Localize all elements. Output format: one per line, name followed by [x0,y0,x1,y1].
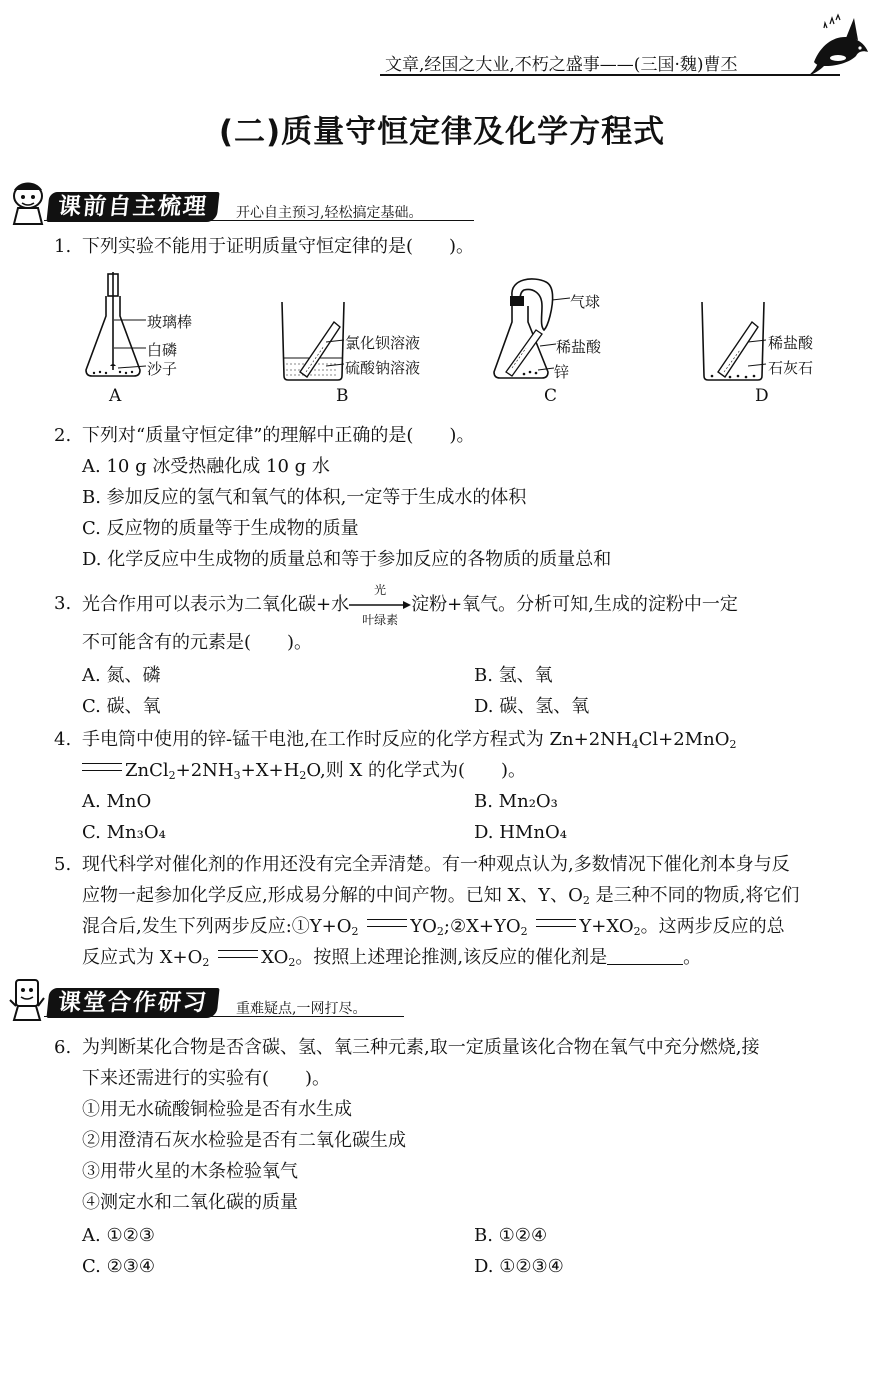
question-number: 6. [54,1037,72,1058]
header-motto: 文章,经国之大业,不朽之盛事——(三国·魏)曹丕 [385,55,738,75]
equals-sign-icon [367,919,407,927]
question-number: 2. [54,425,72,446]
question-text: 下列对“质量守恒定律”的理解中正确的是( )。 [82,425,475,446]
question-text-cont: 混合后,发生下列两步反应$:①Y+O_2$ $YO_2;②X+YO_2$ $Y+XO_2$。这两步反应的总 [82,916,785,938]
arrow-condition-light: 光 [374,583,387,597]
option-c[interactable]: C. 反应物的质量等于生成物的质量 [82,518,359,539]
section-underline [44,1016,404,1017]
option-b[interactable]: B. 氢、氧 [474,665,553,686]
label-sodium-sulfate: 硫酸钠溶液 [345,359,421,377]
section-subtitle: 开心自主预习,轻松搞定基础。 [236,205,423,221]
option-c[interactable]: C. Mn₃O₄ [82,822,166,843]
label-white-phosphorus: 白磷 [147,341,178,359]
orca-logo-icon [808,12,874,80]
experiment-step: ④测定水和二氧化碳的质量 [82,1192,298,1213]
equals-sign-icon [218,950,258,958]
question-text: 手电筒中使用的锌-锰干电池,在工作时反应的化学方程式为 $Zn+2NH_4Cl+2MnO_2$ [82,729,737,751]
option-d[interactable]: D. HMnO₄ [474,822,567,843]
option-d[interactable]: D. 碳、氢、氧 [474,696,590,717]
section-subtitle: 重难疑点,一网打尽。 [236,1001,367,1017]
experiment-step: ③用带火星的木条检验氧气 [82,1161,298,1182]
experiment-step: ①用无水硫酸铜检验是否有水生成 [82,1099,352,1120]
question-text: 为判断某化合物是否含碳、氢、氧三种元素,取一定质量该化合物在氧气中充分燃烧,接 [82,1037,760,1058]
label-dilute-hcl-c: 稀盐酸 [556,338,602,356]
label-barium-chloride: 氯化钡溶液 [345,334,421,352]
caption-a: A [109,386,122,406]
page-title: (二)质量守恒定律及化学方程式 [218,114,666,150]
question-text [82,583,738,627]
question-text-cont: 应物一起参加化学反应,形成易分解的中间产物。已知 X、Y、$O_2$ 是三种不同的物质,将它们 [82,885,800,907]
question-number: 4. [54,729,72,750]
reaction-arrow [349,583,411,627]
label-balloon: 气球 [570,293,601,311]
question-text: 现代科学对催化剂的作用还没有完全弄清楚。有一种观点认为,多数情况下催化剂本身与反 [82,854,790,875]
beaker-d-leader-lines [748,332,768,372]
question-number: 3. [54,593,72,614]
section-header-preview [0,190,520,226]
question-text-part2: 淀粉+氧气。分析可知,生成的淀粉中一定 [411,594,738,615]
question-text-cont: 反应式为 $X+O_2$ $XO_2$。按照上述理论推测,该反应的催化剂是 。 [82,947,702,969]
caption-b: B [336,386,349,406]
caption-c: C [544,386,558,406]
equals-sign-icon [536,919,576,927]
equals-sign-icon [82,763,122,771]
option-c[interactable]: C. ②③④ [82,1256,155,1277]
option-a[interactable]: A. MnO [82,791,152,812]
flask-a-leader-lines [110,300,150,380]
option-c[interactable]: C. 碳、氧 [82,696,161,717]
option-a[interactable]: A. 10 g 冰受热融化成 10 g 水 [82,456,330,477]
section-badge: 课堂合作研习 [46,988,219,1018]
section-underline [44,220,474,221]
question-text-cont: 下来还需进行的实验有( )。 [82,1068,331,1089]
question-text-part1: 光合作用可以表示为二氧化碳+水 [82,594,350,615]
question-text-cont: $ZnCl_2+2NH_3+X+H_2O$,则 X 的化学式为( )。 [82,759,526,788]
label-limestone: 石灰石 [768,359,814,377]
label-glass-rod: 玻璃棒 [147,313,193,331]
option-b[interactable]: B. ①②④ [474,1225,548,1246]
question-number: 5. [54,854,72,875]
option-a[interactable]: A. 氮、磷 [82,665,161,686]
question-text-cont: 不可能含有的元素是( )。 [82,632,313,653]
arrow-condition-chlorophyll: 叶绿素 [362,613,399,627]
option-b[interactable]: B. Mn₂O₃ [474,791,558,812]
option-b[interactable]: B. 参加反应的氢气和氧气的体积,一定等于生成水的体积 [82,487,527,508]
label-dilute-hcl-d: 稀盐酸 [768,334,814,352]
label-sand: 沙子 [147,360,178,378]
answer-blank[interactable] [607,948,683,965]
option-d[interactable]: D. 化学反应中生成物的质量总和等于参加反应的各物质的质量总和 [82,549,612,570]
beaker-b-leader-lines [326,332,346,372]
question-text: 下列实验不能用于证明质量守恒定律的是( )。 [82,236,475,257]
caption-d: D [755,386,769,406]
section-badge: 课前自主梳理 [46,192,219,222]
experiment-step: ②用澄清石灰水检验是否有二氧化碳生成 [82,1130,406,1151]
label-zinc: 锌 [554,363,570,381]
section-header-classwork [0,986,520,1022]
option-d[interactable]: D. ①②③④ [474,1256,564,1277]
header-rule [380,74,840,76]
option-a[interactable]: A. ①②③ [82,1225,155,1246]
question-number: 1. [54,236,72,257]
